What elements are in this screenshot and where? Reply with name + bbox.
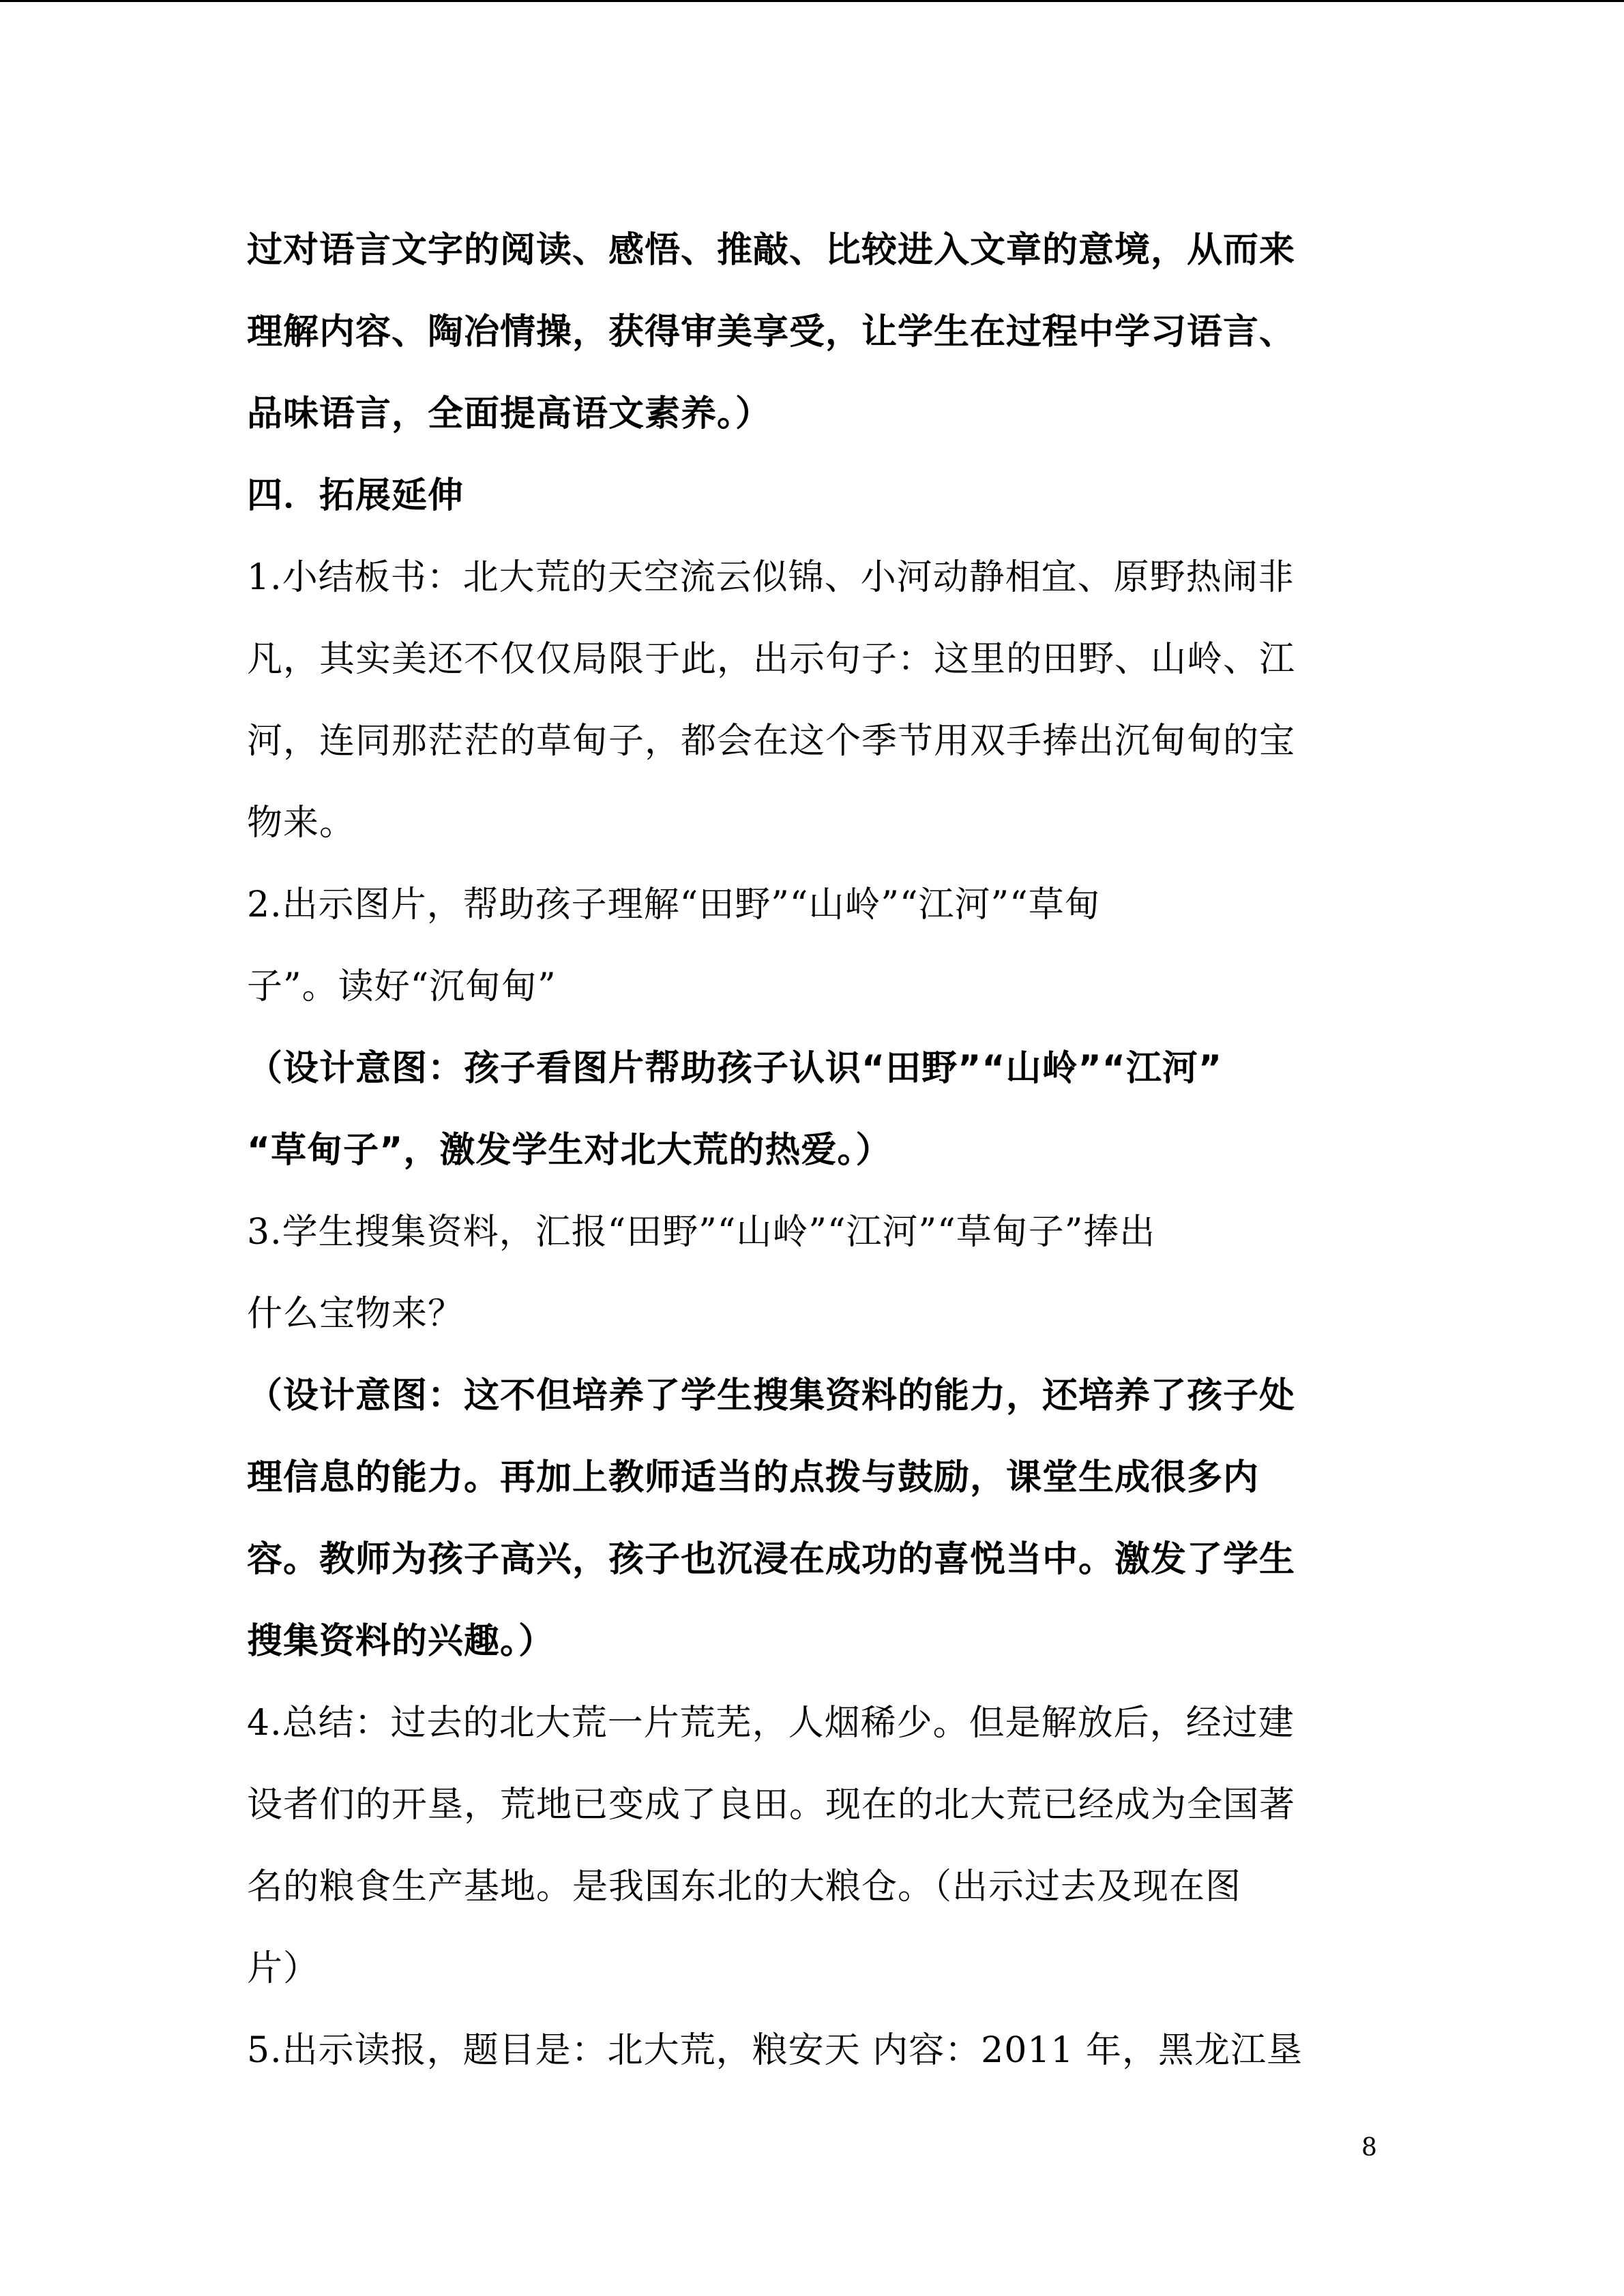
text-line: 2.出示图片，帮助孩子理解“田野”“山岭”“江河”“草甸 (247, 884, 1101, 925)
text-line: 品味语言，全面提高语文素养。） (247, 393, 772, 434)
text-line: 理解内容、陶冶情操，获得审美享受，让学生在过程中学习语言、 (247, 312, 1296, 353)
text-line: 名的粮食生产基地。是我国东北的大粮仓。（出示过去及现在图 (247, 1866, 1242, 1907)
design-intent-line: （设计意图：这不但培养了学生搜集资料的能力，还培养了孩子处 (247, 1375, 1296, 1416)
text-line: 凡，其实美还不仅仅局限于此，出示句子：这里的田野、山岭、江 (247, 639, 1296, 680)
page-number: 8 (1361, 2134, 1377, 2162)
section-heading: 四．拓展延伸 (247, 475, 464, 516)
text-line: 1.小结板书：北大荒的天空流云似锦、小河动静相宜、原野热闹非 (247, 557, 1295, 598)
text-line: 3.学生搜集资料，汇报“田野”“山岭”“江河”“草甸子”捧出 (247, 1212, 1156, 1253)
text-line: 河，连同那茫茫的草甸子，都会在这个季节用双手捧出沉甸甸的宝 (247, 721, 1296, 762)
design-intent-line: 理信息的能力。再加上教师适当的点拨与鼓励，课堂生成很多内 (247, 1457, 1260, 1498)
top-border-line (0, 0, 1624, 2)
design-intent-line: 容。教师为孩子高兴，孩子也沉浸在成功的喜悦当中。激发了学生 (247, 1539, 1296, 1580)
text-line: 设者们的开垦，荒地已变成了良田。现在的北大荒已经成为全国著 (247, 1785, 1296, 1825)
design-intent-line: “草甸子”，激发学生对北大荒的热爱。） (247, 1130, 892, 1171)
text-line: 子”。读好“沉甸甸” (247, 966, 557, 1007)
text-line: 物来。 (247, 803, 356, 844)
text-line: 4.总结：过去的北大荒一片荒芜，人烟稀少。但是解放后，经过建 (247, 1703, 1295, 1744)
design-intent-line: 搜集资料的兴趣。） (247, 1621, 555, 1662)
document-body (247, 209, 1393, 2091)
text-line: 什么宝物来？ (247, 1294, 464, 1335)
text-line: 片） (247, 1948, 320, 1989)
design-intent-line: （设计意图：孩子看图片帮助孩子认识“田野”“山岭”“江河” (247, 1048, 1223, 1089)
text-line: 5.出示读报，题目是：北大荒，粮安天 内容：2011 年，黑龙江垦 (247, 2030, 1303, 2071)
text-line: 过对语言文字的阅读、感悟、推敲、比较进入文章的意境，从而来 (247, 230, 1296, 271)
